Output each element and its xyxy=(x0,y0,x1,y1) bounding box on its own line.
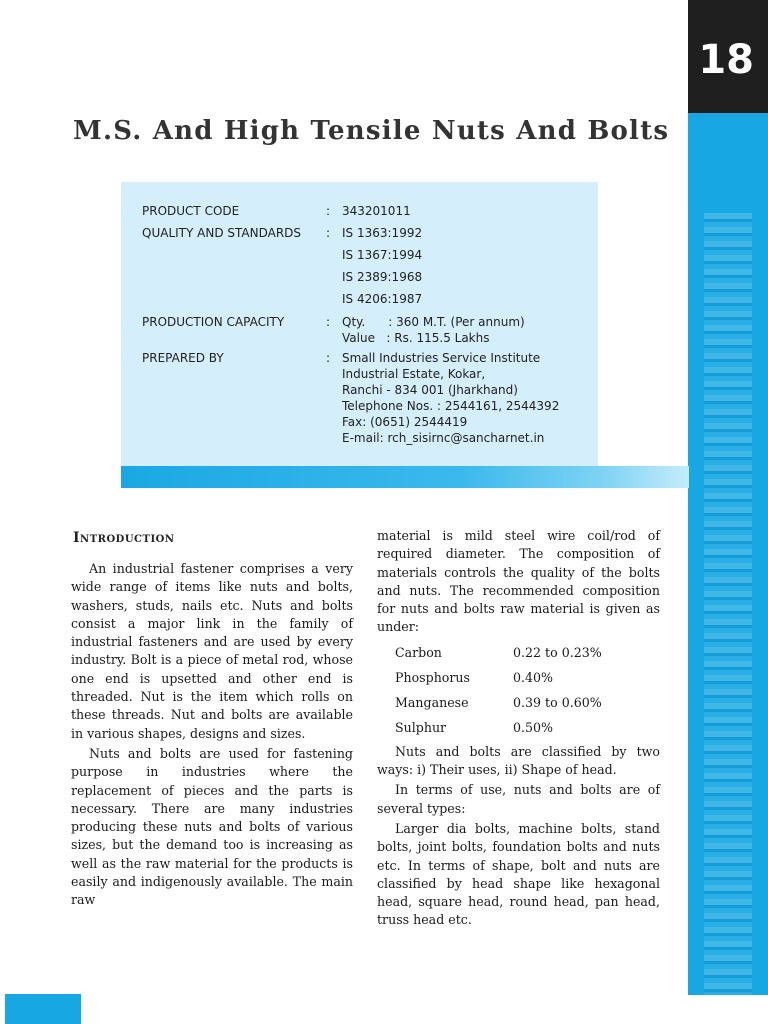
footer-color-block xyxy=(5,994,81,1024)
side-decorative-band xyxy=(688,113,768,995)
intro-paragraph: Nuts and bolts are used for fastening purpose in industries where the replacement of pieces and the parts is necessary. There are many industries producing these nuts and bolts of various sizes, but the demand too is increasing as well as the raw material for the products is easily and indigenously available. The main raw xyxy=(71,745,353,908)
element-name: Carbon xyxy=(395,645,442,661)
colon: : xyxy=(326,351,331,365)
intro-paragraph: In terms of use, nuts and bolts are of several types: xyxy=(377,782,660,816)
prepared-by-label: PREPARED BY xyxy=(142,351,224,365)
element-value: 0.50% xyxy=(513,720,554,736)
intro-paragraph: material is mild steel wire coil/rod of required diameter. The composition of materials controls the quality of the bolts and nuts. The recommended composition for nuts and bolts raw material is given as under: xyxy=(377,528,660,635)
colon: : xyxy=(326,204,331,218)
standard-value: IS 2389:1968 xyxy=(342,270,423,284)
intro-paragraph: An industrial fastener comprises a very wide range of items like nuts and bolts, washers, studs, nails etc. Nuts and bolts consist a major link in the family of industrial fasteners and are used by every industry. Bolt is a piece of metal rod, whose one end is upsetted and other end is threaded. Nut is the item which rolls on these threads. Nut and bolts are available in various shapes, designs and sizes. xyxy=(71,561,353,741)
element-value: 0.40% xyxy=(513,670,554,686)
prepared-by-line: Fax: (0651) 2544419 xyxy=(342,415,468,429)
quality-label: QUALITY AND STANDARDS xyxy=(142,226,302,240)
standard-value: IS 1363:1992 xyxy=(342,226,423,240)
element-name: Sulphur xyxy=(395,720,447,736)
standard-value: IS 1367:1994 xyxy=(342,248,423,262)
side-band-texture xyxy=(704,213,752,995)
intro-paragraph: Nuts and bolts are classified by two ways: i) Their uses, ii) Shape of head. xyxy=(377,743,660,778)
product-code-label: PRODUCT CODE xyxy=(142,204,240,218)
capacity-value: Value : Rs. 115.5 Lakhs xyxy=(342,331,490,345)
page-number: 18 xyxy=(698,37,754,83)
info-box-gradient-bar xyxy=(121,466,689,488)
table-row xyxy=(395,691,602,716)
right-column xyxy=(377,527,660,932)
prepared-by-line: Industrial Estate, Kokar, xyxy=(342,367,486,381)
prepared-by-line: Ranchi - 834 001 (Jharkhand) xyxy=(342,383,518,397)
intro-paragraph: Larger dia bolts, machine bolts, stand bolts, joint bolts, foundation bolts and nuts etc. In terms of shape, bolt and nuts are classified by head shape like hexagonal head, square head, round head, pan head, truss head etc. xyxy=(377,820,660,928)
element-name: Phosphorus xyxy=(395,670,470,686)
capacity-qty: Qty. : 360 M.T. (Per annum) xyxy=(342,315,525,329)
composition-table xyxy=(395,641,602,741)
standard-value: IS 4206:1987 xyxy=(342,292,423,306)
table-row xyxy=(395,716,602,741)
colon: : xyxy=(326,226,331,240)
table-row xyxy=(395,641,602,666)
element-name: Manganese xyxy=(395,695,469,711)
prepared-by-line: Telephone Nos. : 2544161, 2544392 xyxy=(342,399,560,413)
capacity-label: PRODUCTION CAPACITY xyxy=(142,315,285,329)
product-code-value: 343201011 xyxy=(342,204,411,218)
element-value: 0.22 to 0.23% xyxy=(513,645,602,661)
table-row xyxy=(395,666,602,691)
prepared-by-line: Small Industries Service Institute xyxy=(342,351,541,365)
left-column xyxy=(71,560,353,912)
page-title: M.S. And High Tensile Nuts And Bolts xyxy=(73,116,670,146)
section-heading: Introduction xyxy=(73,530,175,546)
colon: : xyxy=(326,315,331,329)
prepared-by-email: E-mail: rch_sisirnc@sancharnet.in xyxy=(342,431,545,445)
element-value: 0.39 to 0.60% xyxy=(513,695,602,711)
